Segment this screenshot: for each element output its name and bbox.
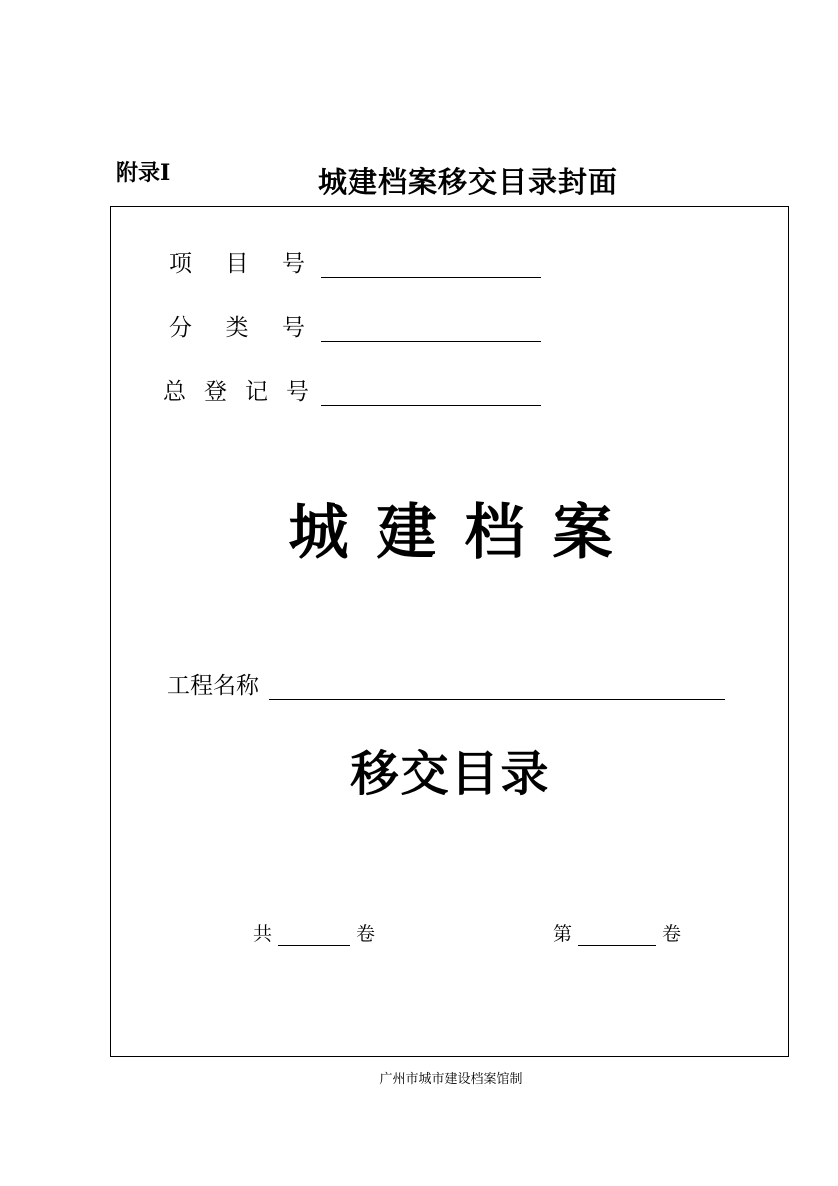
- project-number-line[interactable]: [321, 251, 541, 278]
- label-char: 号: [282, 251, 305, 277]
- label-char: 分: [169, 315, 192, 341]
- category-number-label: [169, 309, 305, 342]
- project-number-label: [169, 245, 305, 278]
- label-char: 记: [245, 379, 268, 405]
- total-volumes: [253, 919, 375, 946]
- project-name-label: 工程名称: [167, 673, 259, 699]
- issuer-note: 广州市城市建设档案馆制: [379, 1072, 523, 1087]
- label-char: 号: [286, 379, 309, 405]
- registration-number-label: [163, 373, 309, 406]
- project-name-line[interactable]: [269, 671, 725, 700]
- label-char: 号: [282, 315, 305, 341]
- label-char: 目: [225, 251, 249, 277]
- cover-frame: [110, 206, 789, 1057]
- project-name-field: [167, 667, 725, 700]
- volume-index-prefix: 第: [553, 923, 573, 945]
- label-char: 登: [204, 379, 227, 405]
- label-char: 项: [169, 251, 192, 277]
- registration-number-field: [163, 373, 541, 406]
- appendix-label: 附录I: [116, 160, 171, 186]
- volume-index-suffix: 卷: [662, 923, 682, 945]
- page-title: 城建档案移交目录封面: [318, 165, 619, 199]
- category-number-field: [169, 309, 541, 342]
- total-volumes-suffix: 卷: [356, 923, 376, 945]
- total-volumes-line[interactable]: [278, 923, 350, 946]
- project-number-field: [169, 245, 541, 278]
- volume-index: [553, 919, 681, 946]
- sub-heading: 移交目录: [350, 746, 551, 802]
- label-char: 总: [163, 379, 186, 405]
- registration-number-line[interactable]: [321, 379, 541, 406]
- category-number-line[interactable]: [321, 315, 541, 342]
- main-heading: 城建档案: [288, 498, 641, 568]
- label-char: 类: [225, 315, 249, 341]
- total-volumes-prefix: 共: [253, 923, 273, 945]
- volume-index-line[interactable]: [578, 923, 656, 946]
